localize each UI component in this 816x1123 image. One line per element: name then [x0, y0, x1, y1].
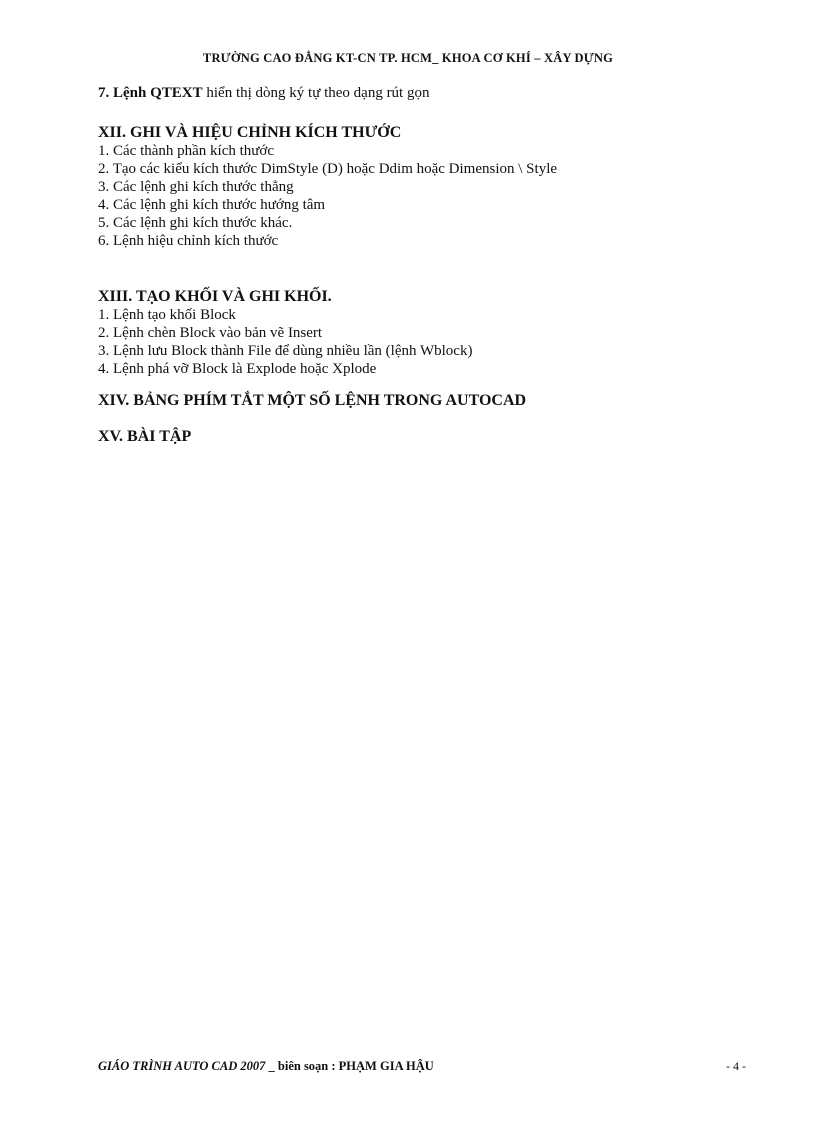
footer-credit [98, 1059, 434, 1074]
footer-book-title: GIÁO TRÌNH AUTO CAD 2007 [98, 1059, 266, 1073]
section-xv [98, 428, 758, 446]
list-item: 4. Các lệnh ghi kích thước hướng tâm [98, 197, 326, 213]
section-title-xiii: XIII. TẠO KHỐI VÀ GHI KHỐI. [98, 288, 332, 305]
section-xii [98, 124, 758, 250]
list-item: 4. Lệnh phá vỡ Block là Explode hoặc Xplode [98, 361, 377, 377]
list-item: 2. Tạo các kiểu kích thước DimStyle (D) hoặc Ddim hoặc Dimension \ Style [98, 161, 558, 177]
section-title-xii: XII. GHI VÀ HIỆU CHỈNH KÍCH THƯỚC [98, 124, 402, 141]
intro-description: hiển thị dòng ký tự theo dạng rút gọn [202, 85, 430, 101]
section-xiii [98, 288, 758, 378]
page-number: - 4 - [726, 1059, 746, 1073]
intro-command-label: 7. Lệnh QTEXT [98, 85, 203, 101]
list-item: 1. Các thành phần kích thước [98, 143, 275, 159]
section-title-xiv: XIV. BẢNG PHÍM TẮT MỘT SỐ LỆNH TRONG AUTOCAD [98, 392, 527, 409]
list-item: 3. Các lệnh ghi kích thước thẳng [98, 179, 294, 195]
list-item: 5. Các lệnh ghi kích thước khác. [98, 215, 293, 231]
list-item: 3. Lệnh lưu Block thành File để dùng nhiều lần (lệnh Wblock) [98, 343, 473, 359]
list-item: 1. Lệnh tạo khối Block [98, 307, 236, 323]
intro-line [98, 84, 758, 102]
page-content [98, 84, 758, 446]
footer-author: _ biên soạn : PHẠM GIA HẬU [265, 1059, 434, 1073]
list-item: 6. Lệnh hiệu chỉnh kích thước [98, 233, 279, 249]
section-title-xv: XV. BÀI TẬP [98, 428, 192, 445]
section-xiv [98, 392, 758, 410]
list-item: 2. Lệnh chèn Block vào bản vẽ Insert [98, 325, 323, 341]
page-header: TRƯỜNG CAO ĐẲNG KT-CN TP. HCM_ KHOA CƠ KHÍ – XÂY DỰNG [202, 51, 614, 65]
